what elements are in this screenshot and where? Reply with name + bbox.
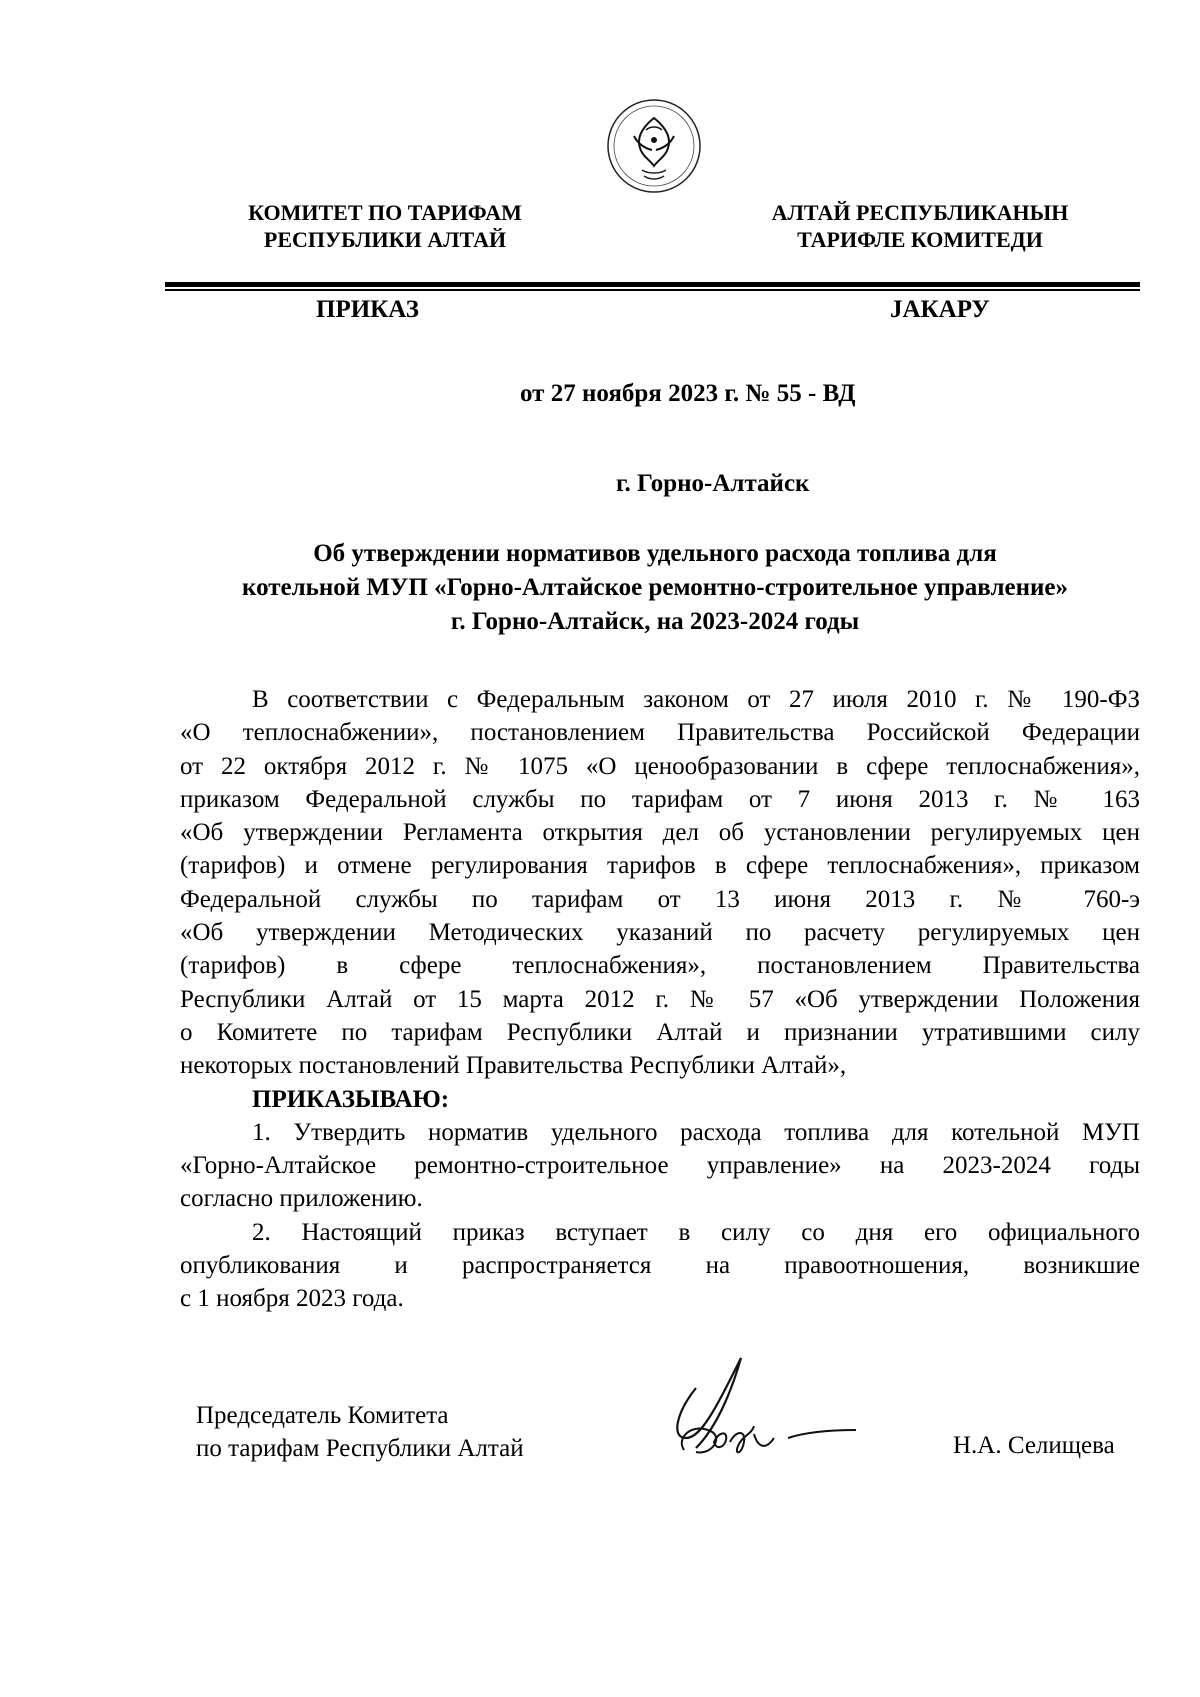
doc-type-russian: ПРИКАЗ [316,296,419,323]
preamble-line: Федеральной службы по тарифам от 13 июня 2013 г. № 760-э [180,885,1140,913]
document-title [170,537,1140,639]
order-word: ПРИКАЗЫВАЮ: [252,1085,450,1113]
preamble-line: (тарифов) в сфере теплоснабжения», постановлением Правительства [180,952,1140,980]
signatory-name: Н.А. Селищева [953,1432,1115,1459]
signatory-position [196,1399,524,1465]
document-body [180,683,1140,1316]
document-city: г. Горно-Алтайск [616,470,810,497]
preamble-line: о Комитете по тарифам Республики Алтай и признании утратившими силу [180,1018,1140,1046]
header-divider-thin [165,289,1140,291]
preamble-line: (тарифов) и отмене регулирования тарифов в сфере теплоснабжения», приказом [180,852,1140,880]
title-line: г. Горно-Алтайск, на 2023-2024 годы [450,608,860,635]
organization-name-altai [755,199,1085,253]
preamble-line: приказом Федеральной службы по тарифам от 7 июня 2013 г. № 163 [180,785,1140,813]
header-divider-thick [165,282,1140,287]
organization-name-russian [240,199,530,253]
preamble-line: «Об утверждении Методических указаний по расчету регулируемых цен [180,919,1140,947]
preamble-line: некоторых постановлений Правительства Республики Алтай», [180,1052,847,1080]
document-date-number: от 27 ноября 2023 г. № 55 - ВД [520,380,856,407]
order-item-1-line: 1. Утвердить норматив удельного расхода топлива для котельной МУП [252,1118,1140,1146]
handwritten-signature [656,1338,886,1478]
org-alt-line-2: ТАРИФЛЕ КОМИТЕДИ [797,227,1043,252]
preamble-line: Республики Алтай от 15 марта 2012 г. № 57 «Об утверждении Положения [180,985,1140,1013]
order-item-1-line: «Горно-Алтайское ремонтно-строительное управление» на 2023-2024 годы [180,1152,1140,1180]
order-item-2-line: 2. Настоящий приказ вступает в силу со дня его официального [252,1218,1140,1246]
order-item-1-line: согласно приложению. [180,1185,423,1213]
title-line: Об утверждении нормативов удельного расхода топлива для [313,540,997,567]
title-line: котельной МУП «Горно-Алтайское ремонтно-строительное управление» [242,574,1068,601]
org-ru-line-2: РЕСПУБЛИКИ АЛТАЙ [263,227,507,252]
order-item-2-line: опубликования и распространяется на правоотношения, возникшие [180,1252,1140,1280]
order-item-2-line: с 1 ноября 2023 года. [180,1285,404,1313]
preamble-line: В соответствии с Федеральным законом от 27 июля 2010 г. № 190-ФЗ [252,686,1140,713]
preamble-line: от 22 октября 2012 г. № 1075 «О ценообразовании в сфере теплоснабжения», [180,752,1140,780]
org-ru-line-1: КОМИТЕТ ПО ТАРИФАМ [248,200,522,225]
signatory-position-line: Председатель Комитета [196,1402,449,1429]
signatory-position-line: по тарифам Республики Алтай [196,1435,524,1462]
preamble-line: «О теплоснабжении», постановлением Правительства Российской Федерации [180,719,1140,747]
preamble-line: «Об утверждении Регламента открытия дел об установлении регулируемых цен [180,819,1140,847]
org-alt-line-1: АЛТАЙ РЕСПУБЛИКАНЫН [771,200,1069,225]
doc-type-altai: JАКАРУ [890,296,990,323]
coat-of-arms-emblem [604,96,704,196]
